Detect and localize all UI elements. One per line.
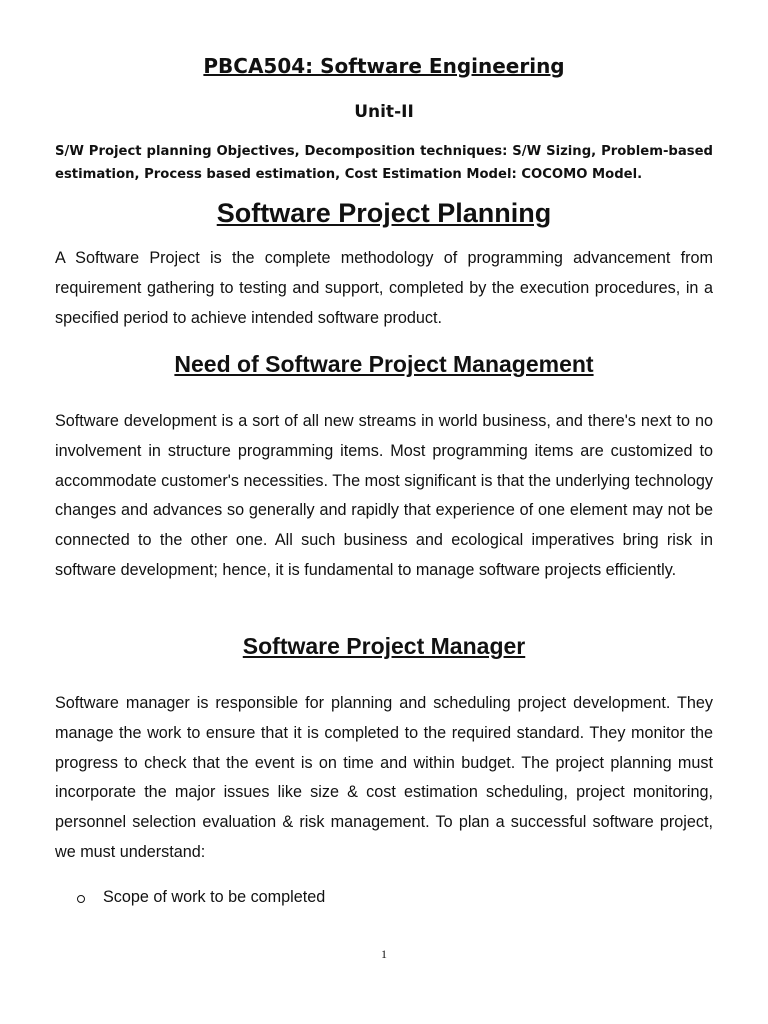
page-number: 1 — [381, 947, 387, 961]
list-item-text: Scope of work to be completed — [103, 888, 326, 906]
section-paragraph-project-planning: A Software Project is the complete methodology of programming advancement from requirement gathering to testing and support, completed by the execution procedures, in a specified period to achieve intended software product. — [55, 249, 713, 327]
section-heading-need-of-management: Need of Software Project Management — [174, 351, 594, 377]
course-title: PBCA504: Software Engineering — [203, 54, 565, 78]
bullet-list — [55, 883, 713, 911]
hollow-circle-bullet-icon — [77, 895, 85, 903]
unit-title: Unit-II — [354, 102, 414, 122]
section-paragraph-project-manager: Software manager is responsible for planning and scheduling project development. They manage the work to ensure that it is completed to the required standard. They monitor the progress to check that the event is on time and within budget. The project planning must incorporate the major issues like size & cost estimation scheduling, project monitoring, personnel selection evaluation & risk management. To plan a successful software project, we must understand: — [55, 694, 713, 861]
syllabus-topics: S/W Project planning Objectives, Decomposition techniques: S/W Sizing, Problem-based estimation, Process based estimation, Cost Estimation Model: COCOMO Model. — [55, 144, 713, 182]
section-heading-project-manager: Software Project Manager — [242, 633, 526, 659]
list-item — [55, 883, 713, 911]
section-paragraph-need-of-management: Software development is a sort of all new streams in world business, and there's next to no involvement in structure programming items. Most programming items are customized to accommodate customer's necessities. The most significant is that the underlying technology changes and advances so generally and rapidly that experience of one element may not be connected to the other one. All such business and ecological imperatives bring risk in software development; hence, it is fundamental to manage software projects efficiently. — [55, 412, 713, 579]
section-heading-project-planning: Software Project Planning — [216, 198, 552, 228]
